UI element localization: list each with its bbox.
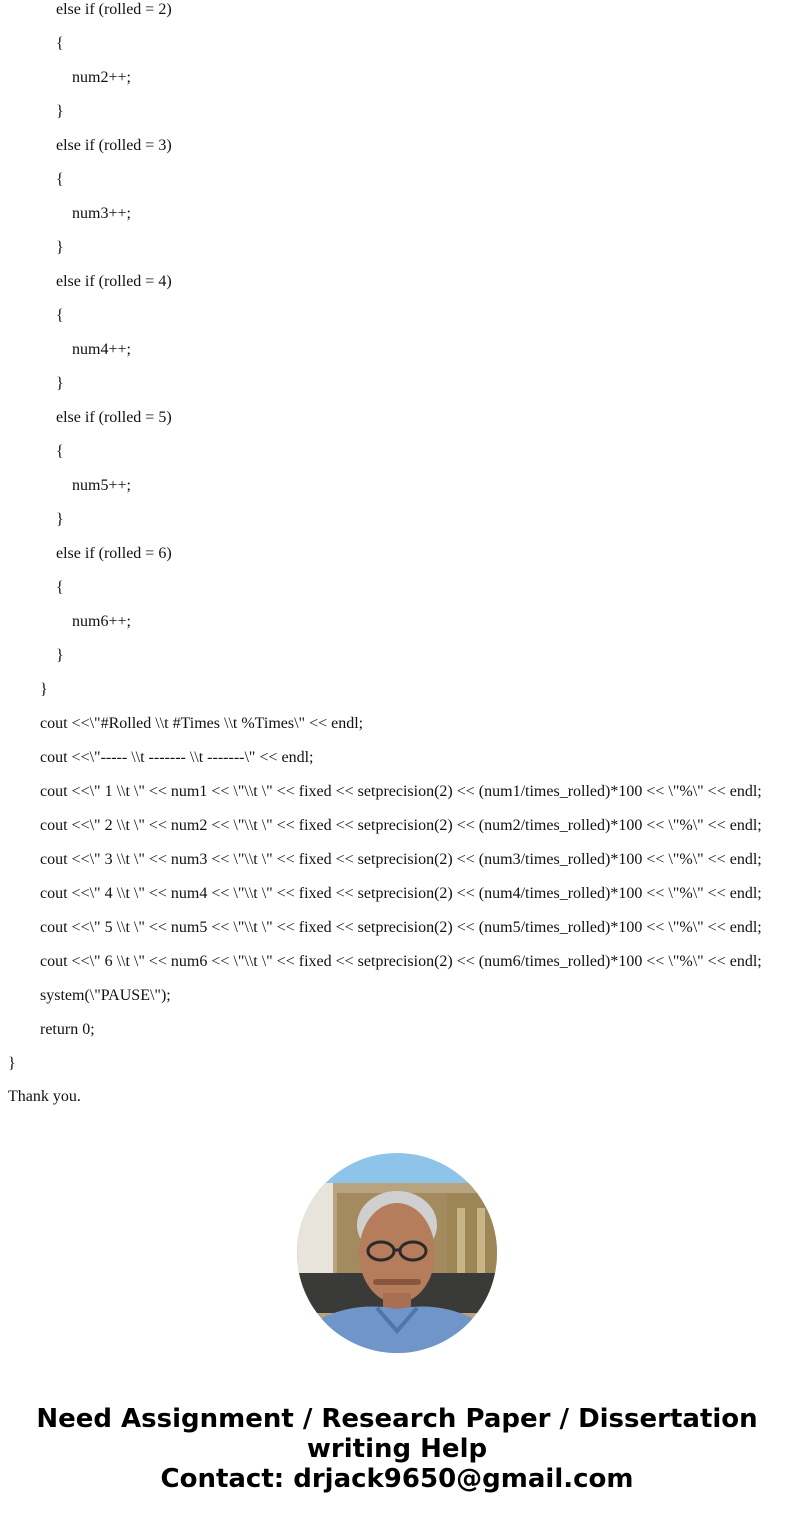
code-line: num2++; [72,69,131,86]
code-line: else if (rolled = 6) [56,545,172,562]
code-line: cout <<\"#Rolled \\t #Times \\t %Times\" << endl; [40,715,364,732]
code-line: { [56,307,64,324]
author-avatar [297,1153,497,1353]
thank-you-text: Thank you. [8,1088,81,1105]
cta-line-contact-email: Contact: drjack9650@gmail.com [160,1464,634,1494]
code-line: } [56,511,64,528]
contact-banner [0,1404,794,1494]
code-line: } [56,239,64,256]
code-line: num5++; [72,477,131,494]
cta-line-writing-help: writing Help [306,1434,488,1464]
code-line: num3++; [72,205,131,222]
code-line: } [40,681,48,698]
code-line: cout <<\" 6 \\t \" << num6 << \"\\t \" << fixed << setprecision(2) << (num6/times_rolled)*100 << \"%\" << endl; [40,953,762,970]
code-line: else if (rolled = 2) [56,1,172,18]
code-line: return 0; [40,1021,95,1038]
code-line: } [56,103,64,120]
code-line: } [8,1055,16,1072]
code-line: { [56,171,64,188]
code-line: num6++; [72,613,131,630]
code-line: else if (rolled = 5) [56,409,172,426]
code-line: cout <<\"----- \\t ------- \\t -------\" << endl; [40,749,314,766]
code-line: cout <<\" 2 \\t \" << num2 << \"\\t \" << fixed << setprecision(2) << (num2/times_rolled)*100 << \"%\" << endl; [40,817,762,834]
code-line: cout <<\" 3 \\t \" << num3 << \"\\t \" << fixed << setprecision(2) << (num3/times_rolled)*100 << \"%\" << endl; [40,851,762,868]
code-line: { [56,579,64,596]
code-line: num4++; [72,341,131,358]
code-line: cout <<\" 4 \\t \" << num4 << \"\\t \" << fixed << setprecision(2) << (num4/times_rolled)*100 << \"%\" << endl; [40,885,762,902]
code-line: } [56,375,64,392]
code-line: cout <<\" 5 \\t \" << num5 << \"\\t \" << fixed << setprecision(2) << (num5/times_rolled)*100 << \"%\" << endl; [40,919,762,936]
code-line: system(\"PAUSE\"); [40,987,171,1004]
code-line: { [56,35,64,52]
code-line: else if (rolled = 3) [56,137,172,154]
code-line: else if (rolled = 4) [56,273,172,290]
code-line: } [56,647,64,664]
person-portrait-icon [297,1153,497,1353]
code-line: cout <<\" 1 \\t \" << num1 << \"\\t \" << fixed << setprecision(2) << (num1/times_rolled)*100 << \"%\" << endl; [40,783,762,800]
cta-line-assignment: Need Assignment / Research Paper / Dissertation [36,1404,758,1434]
code-line: { [56,443,64,460]
